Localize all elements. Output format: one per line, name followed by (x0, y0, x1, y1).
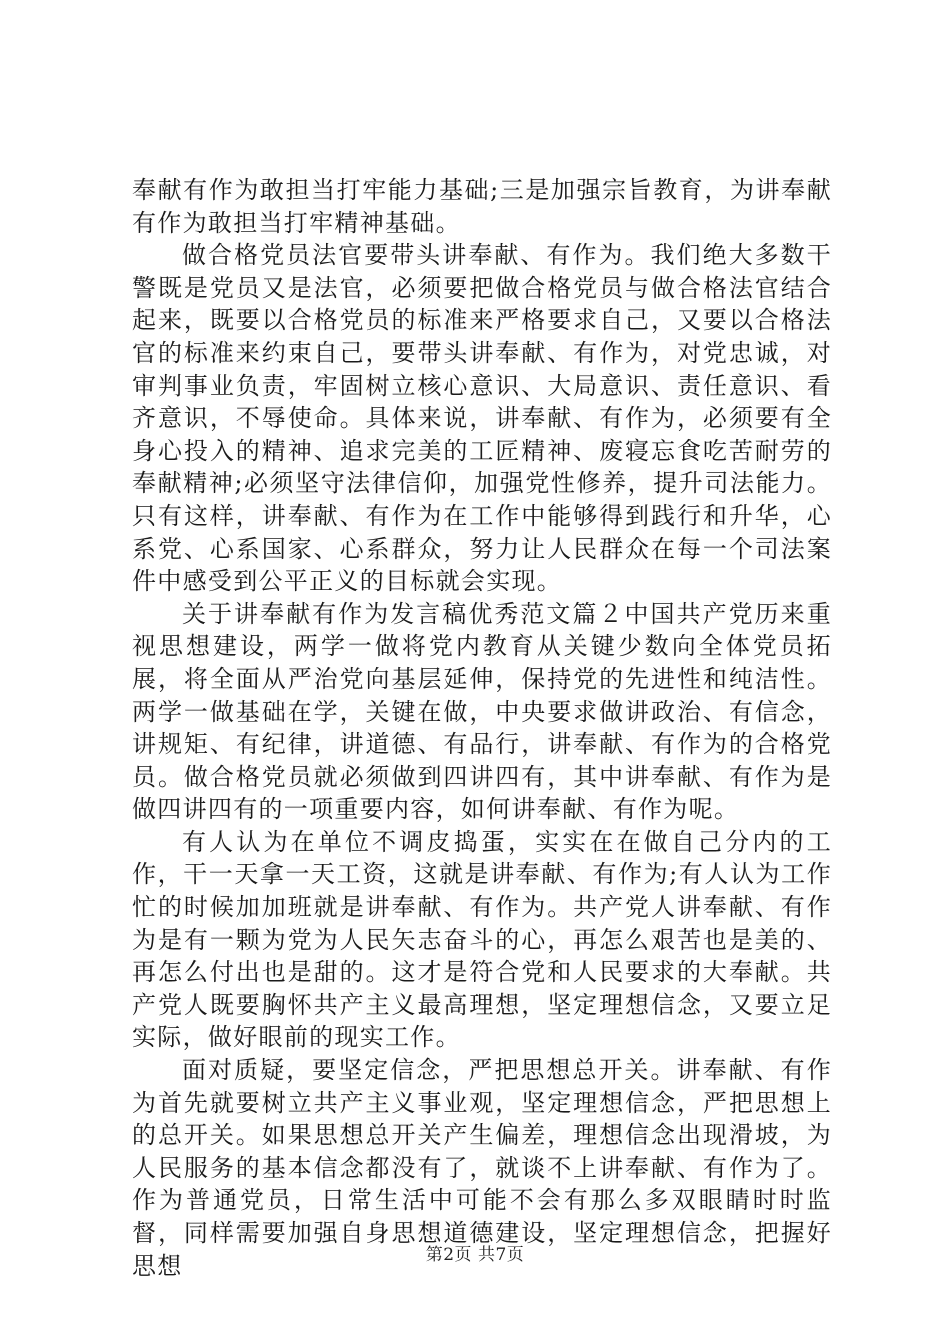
page-number-footer: 第2页 共7页 (425, 1245, 525, 1265)
paragraph-4: 有人认为在单位不调皮捣蛋，实实在在做自己分内的工作，干一天拿一天工资，这就是讲奉献、有作为;有人认为工作忙的时候加加班就是讲奉献、有作为。共产党人讲奉献、有作为是有一颗为党为人民矢志奋斗的心，再怎么艰苦也是美的、再怎么付出也是甜的。这才是符合党和人民要求的大奉献。共产党人既要胸怀共产主义最高理想，坚定理想信念，又要立足实际，做好眼前的现实工作。 (132, 827, 832, 1052)
paragraph-1: 奉献有作为敢担当打牢能力基础;三是加强宗旨教育，为讲奉献有作为敢担当打牢精神基础。 (132, 176, 832, 237)
paragraph-3: 关于讲奉献有作为发言稿优秀范文篇２中国共产党历来重视思想建设，两学一做将党内教育从关键少数向全体党员拓展，将全面从严治党向基层延伸，保持党的先进性和纯洁性。两学一做基础在学，关键在做，中央要求做讲政治、有信念，讲规矩、有纪律，讲道德、有品行，讲奉献、有作为的合格党员。做合格党员就必须做到四讲四有，其中讲奉献、有作为是做四讲四有的一项重要内容，如何讲奉献、有作为呢。 (132, 599, 832, 824)
document-body (132, 174, 832, 1282)
paragraph-2: 做合格党员法官要带头讲奉献、有作为。我们绝大多数干警既是党员又是法官，必须要把做合格党员与做合格法官结合起来，既要以合格党员的标准来严格要求自己，又要以合格法官的标准来约束自己，要带头讲奉献、有作为，对党忠诚，对审判事业负责，牢固树立核心意识、大局意识、责任意识、看齐意识，不辱使命。具体来说，讲奉献、有作为，必须要有全身心投入的精神、追求完美的工匠精神、废寝忘食吃苦耐劳的奉献精神;必须坚守法律信仰，加强党性修养，提升司法能力。只有这样，讲奉献、有作为在工作中能够得到践行和升华，心系党、心系国家、心系群众，努力让人民群众在每一个司法案件中感受到公平正义的目标就会实现。 (132, 241, 832, 596)
paragraph-5: 面对质疑，要坚定信念，严把思想总开关。讲奉献、有作为首先就要树立共产主义事业观，坚定理想信念，严把思想上的总开关。如果思想总开关产生偏差，理想信念出现滑坡，为人民服务的基本信念都没有了，就谈不上讲奉献、有作为了。作为普通党员，日常生活中可能不会有那么多双眼睛时时监督，同样需要加强自身思想道德建设，坚定理想信念，把握好思想 (132, 1056, 832, 1280)
